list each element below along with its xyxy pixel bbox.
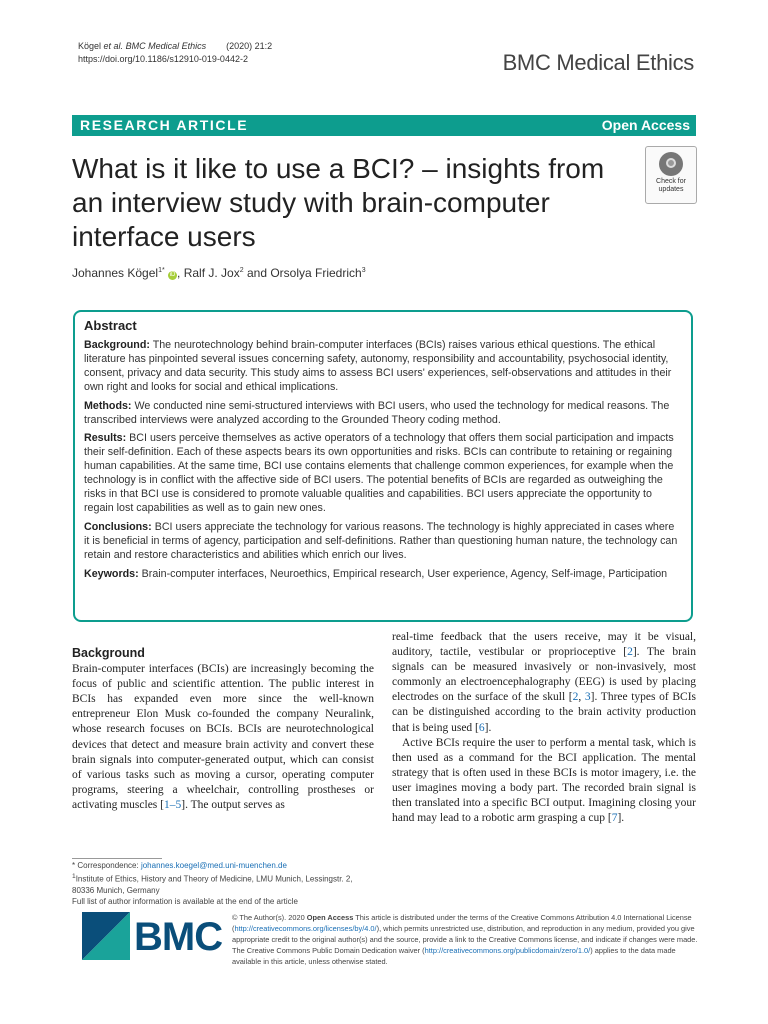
body-text: Brain-computer interfaces (BCIs) are increasingly becoming the focus of public and scientific attention. The public interest in BCIs has expanded even more since the well-known entrepreneur Elon Musk co-founded the company Neuralink, whose research focuses on BCIs. BCIs are neurotechnological devices that detect and measure brain activity and convert these brain signals into computer-generated output, which can consist of various tasks such as moving a cursor, operating computer programs, steering a wheelchair, controlling prostheses or activating muscles [: [72, 663, 374, 811]
reference-link[interactable]: 7: [611, 812, 618, 825]
body-paragraph: [392, 630, 696, 736]
abstract-label: Background:: [84, 339, 150, 351]
correspondence-label: * Correspondence:: [72, 861, 141, 870]
abstract-text: We conducted nine semi-structured interviews with BCI users, who used the technology for medical reasons. The transcribed interviews were analyzed according to the Grounded Theory coding method.: [84, 399, 670, 426]
bmc-logo: [82, 912, 223, 962]
body-text: ]. The output serves as: [181, 798, 285, 811]
citation-year-volume: (2020) 21:2: [226, 41, 273, 51]
reference-link[interactable]: 2: [627, 646, 633, 659]
doi-link[interactable]: https://doi.org/10.1186/s12910-019-0442-2: [78, 54, 248, 64]
author-affiliation-sup: 1*: [158, 267, 165, 274]
license-url-link[interactable]: http://creativecommons.org/licenses/by/4.0/: [234, 924, 377, 933]
abstract-label: Keywords:: [84, 567, 139, 580]
affiliation-sup: 1: [72, 873, 76, 880]
check-for-updates-button[interactable]: [645, 146, 697, 204]
abstract-box: [73, 310, 693, 622]
abstract-heading: Abstract: [84, 318, 137, 333]
reference-link[interactable]: 3: [584, 691, 591, 704]
abstract-text: BCI users appreciate the technology for various reasons. The technology is highly appreciated in cases where it is beneficial in terms of agency, participation and self-definitions. Rather than questioning human nature, the technology can retain and restore characteristics and abilities which enrich our lives.: [84, 520, 678, 561]
abstract-text: BCI users perceive themselves as active operators of a technology that offers them social participation and impacts their self-definition. Each of these aspects bears its own opportunities and risks. BCIs can contribute to retaining or regaining human capabilities. At the same time, BCI use contains elements that challenge common experiences, for example when the technology is in conflict with the affective side of BCI users. The potential benefits of BCIs are regarded as outweighing the risks in that BCI use is considered to promote valuable qualities and capabilities. BCI users appreciate the opportunity to regain lost capabilities as well as to gain new ones.: [84, 432, 674, 514]
abstract-text: Brain-computer interfaces, Neuroethics, Empirical research, User experience, Agency, Self-image, Participation: [141, 567, 668, 580]
crossmark-icon: [659, 152, 683, 176]
body-text: ].: [617, 812, 625, 825]
author-affiliation-sup: 3: [361, 267, 366, 274]
body-text: ,: [578, 691, 585, 704]
article-type-banner: [72, 115, 696, 136]
reference-link[interactable]: 2: [572, 691, 579, 704]
abstract-label: Results:: [84, 432, 127, 445]
public-domain-url-link[interactable]: http://creativecommons.org/publicdomain/zero/1.0/: [424, 946, 591, 955]
affiliation-text: Institute of Ethics, History and Theory of Medicine, LMU Munich, Lessingstr. 2, 80336 Munich, Germany: [72, 874, 353, 895]
body-column-left: [72, 646, 374, 813]
crossmark-line2: updates: [658, 186, 684, 193]
license-text: This article is distributed under the terms of the Creative Commons Attribution 4.0 International License (: [232, 913, 692, 933]
journal-title: BMC Medical Ethics: [502, 50, 694, 75]
body-text: ]. Three types of BCIs can be distinguished according to the brain activity production that is being used [: [392, 691, 697, 734]
bmc-logo-text: BMC: [134, 915, 223, 959]
email-link[interactable]: johannes.koegel@med.uni-muenchen.de: [140, 861, 287, 870]
license-statement: [232, 912, 698, 967]
citation-etal: et al.: [103, 41, 124, 51]
body-column-right: [392, 630, 696, 826]
bmc-logo-icon: [82, 912, 130, 960]
abstract-conclusions: [84, 521, 682, 563]
license-text: ) applies to the data made available in this article, unless otherwise stated.: [232, 946, 676, 966]
reference-link[interactable]: 6: [478, 721, 485, 734]
abstract-text: The neurotechnology behind brain-computer interfaces (BCIs) raises various ethical questions. The ethical literature has pinpointed several issues concerning safety, autonomy, responsibility and accountability, psychosocial identity, consent, privacy and data security. This study aims to assess BCI users' experiences, self-observations and attitudes in their own right and looks for social and ethical implications.: [84, 339, 672, 393]
footnote: [72, 860, 374, 907]
body-paragraph: [72, 662, 374, 813]
abstract-label: Conclusions:: [84, 520, 152, 533]
author-name: Johannes Kögel: [72, 266, 159, 280]
full-author-info-note: Full list of author information is available at the end of the article: [72, 896, 298, 906]
license-open-access: Open Access: [306, 913, 354, 922]
open-access-label: Open Access: [601, 117, 690, 133]
article-type: RESEARCH ARTICLE: [80, 117, 249, 133]
section-heading: Background: [72, 646, 145, 660]
citation-journal: BMC Medical Ethics: [125, 41, 207, 51]
body-text: ]. The brain signals can be measured invasively or non-invasively, most commonly an electroencephalography (EEG) is used by placing electrodes on the surface of the skull [: [392, 646, 696, 704]
article-title: What is it like to use a BCI? – insights from an interview study with brain-computer interface users: [72, 153, 605, 252]
abstract-results: [84, 432, 682, 515]
body-text: Active BCIs require the user to perform a mental task, which is then used as a command for the BCI application. The mental strategy that is often used in these BCIs is motor imagery, i.e. the user imagines moving a body part. The recorded brain signal is then translated into a specific BCI output. Imagining closing your hand may lead to a robotic arm grasping a cup [: [392, 736, 696, 825]
orcid-icon[interactable]: iD: [169, 272, 176, 278]
body-text: real-time feedback that the users receive, may it be visual, auditory, tactile, vestibular or proprioceptive [: [392, 631, 696, 659]
crossmark-line1: Check for: [656, 178, 686, 185]
license-text: ), which permits unrestricted use, distribution, and reproduction in any medium, provided you give appropriate credit to the original author(s) and the source, provide a link to the Creative Commons license, and indicate if changes were made. The Creative Commons Public Domain Dedication waiver (: [232, 924, 698, 955]
citation-author: Kögel: [78, 41, 102, 51]
abstract-methods: [84, 400, 682, 428]
body-paragraph: [392, 736, 696, 827]
author-name: , Ralf J. Jox: [177, 266, 240, 280]
reference-link[interactable]: 1–5: [163, 798, 182, 811]
author-name: and Orsolya Friedrich: [243, 266, 362, 280]
body-text: ].: [484, 721, 492, 734]
author-affiliation-sup: 2: [239, 267, 244, 274]
abstract-keywords: [84, 568, 682, 582]
footnote-divider: [72, 858, 162, 859]
license-text: © The Author(s). 2020: [232, 913, 307, 922]
abstract-label: Methods:: [84, 399, 132, 412]
correspondence: [72, 860, 374, 871]
affiliation: [72, 871, 374, 896]
citation: [78, 40, 272, 66]
abstract-background: [84, 339, 682, 395]
author-list: [72, 266, 366, 280]
